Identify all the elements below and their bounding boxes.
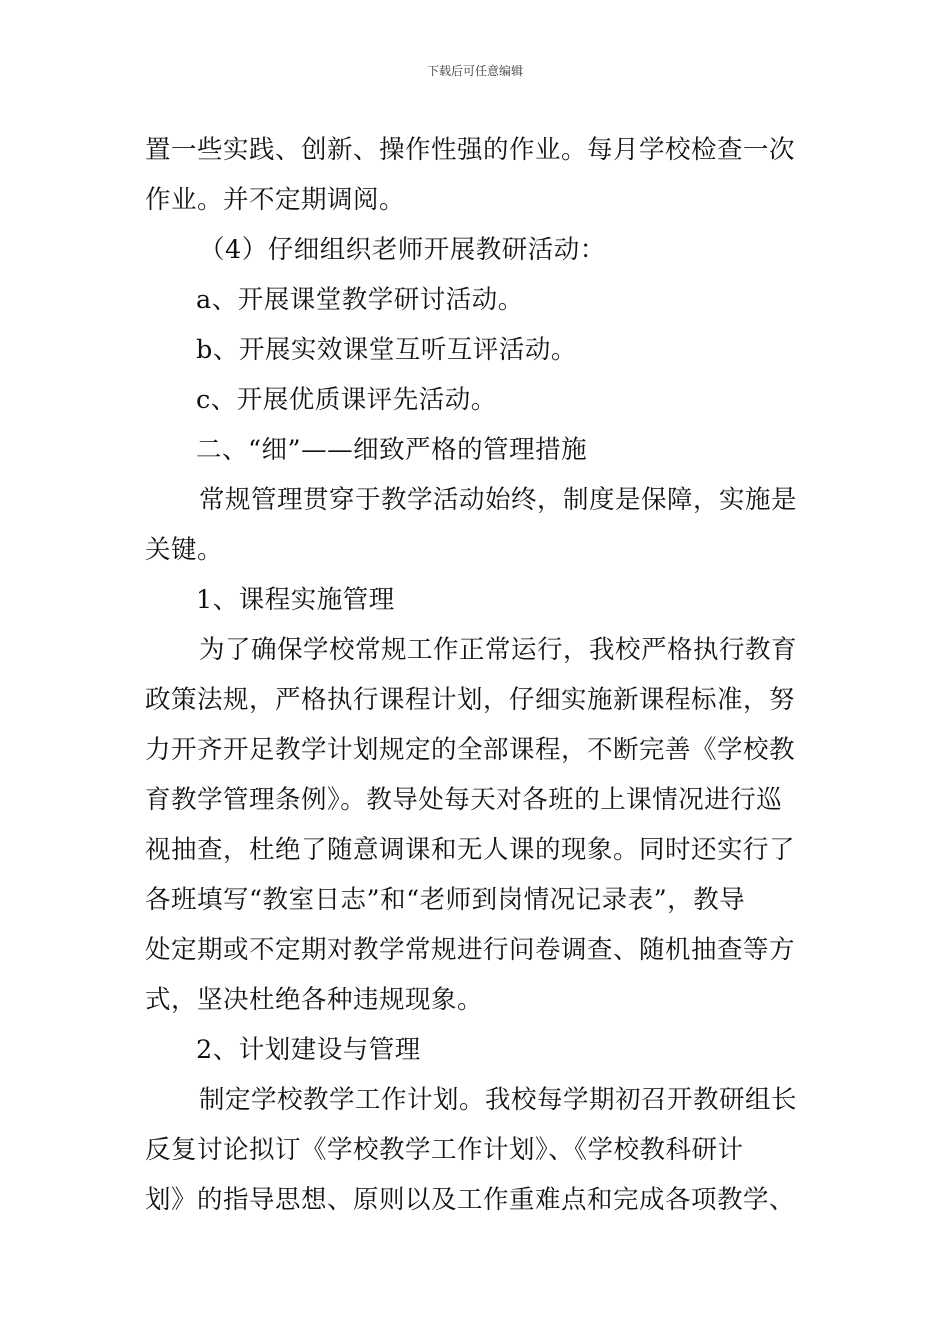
text-line: 关键。 — [145, 535, 224, 565]
text-line: 反复讨论拟订《学校教学工作计划》、《学校教科研计 — [145, 1135, 744, 1165]
text-line: 划》的指导思想、原则以及工作重难点和完成各项教学、 — [145, 1185, 796, 1215]
text-line: 1、课程实施管理 — [196, 585, 395, 615]
text-line: 置一些实践、创新、操作性强的作业。每月学校检查一次 — [145, 135, 796, 165]
text-line: a、开展课堂教学研讨活动。 — [196, 285, 524, 315]
text-line: 处定期或不定期对教学常规进行问卷调查、随机抽查等方 — [145, 935, 796, 965]
text-line: 力开齐开足教学计划规定的全部课程，不断完善《学校教 — [145, 735, 796, 765]
text-line: 制定学校教学工作计划。我校每学期初召开教研组长 — [199, 1085, 798, 1115]
document-body — [145, 125, 810, 1225]
text-line: c、开展优质课评先活动。 — [196, 385, 497, 415]
text-line: b、开展实效课堂互听互评活动。 — [196, 335, 577, 365]
text-line: 育教学管理条例》。教导处每天对各班的上课情况进行巡 — [145, 785, 783, 815]
text-line: 常规管理贯穿于教学活动始终，制度是保障，实施是 — [199, 485, 798, 515]
text-line: 作业。并不定期调阅。 — [145, 185, 406, 215]
page-header: 下载后可任意编辑 — [426, 64, 523, 78]
text-line: 二、“细”——细致严格的管理措施 — [196, 435, 588, 465]
text-line: （4）仔细组织老师开展教研活动： — [199, 235, 606, 265]
text-line: 政策法规，严格执行课程计划，仔细实施新课程标准，努 — [145, 685, 796, 715]
text-line: 各班填写“教室日志”和“老师到岗情况记录表”，教导 — [145, 885, 746, 915]
text-line: 为了确保学校常规工作正常运行，我校严格执行教育 — [199, 635, 798, 665]
text-line: 式，坚决杜绝各种违规现象。 — [145, 985, 484, 1015]
text-line: 视抽查，杜绝了随意调课和无人课的现象。同时还实行了 — [145, 835, 796, 865]
text-line: 2、计划建设与管理 — [196, 1035, 421, 1065]
